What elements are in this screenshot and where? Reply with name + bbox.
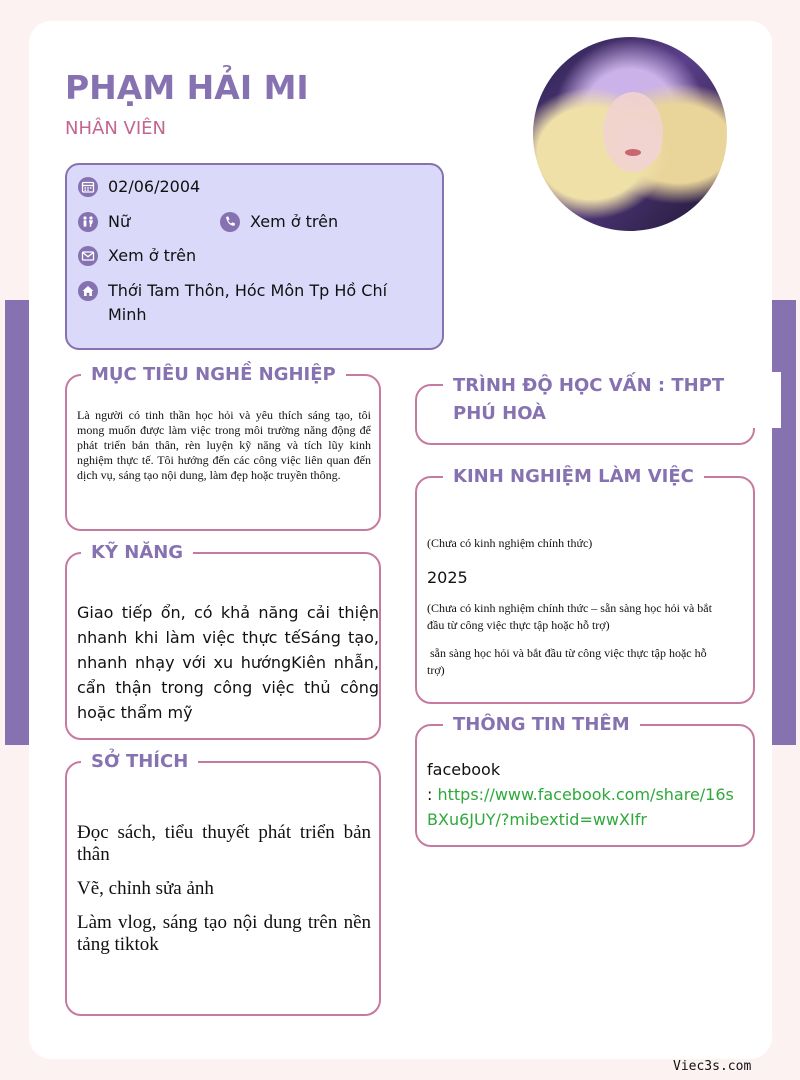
experience-detail-2: sẵn sàng học hỏi và bắt đầu từ công việc thực tập hoặc hỗ trợ)	[427, 646, 710, 677]
right-side-band	[772, 300, 796, 745]
email-value: Xem ở trên	[108, 246, 197, 265]
birthdate-row	[78, 175, 200, 199]
left-side-band	[5, 300, 29, 745]
hobbies-card	[65, 751, 381, 1016]
facebook-block	[427, 757, 737, 832]
hobby-item: Vẽ, chỉnh sửa ảnh	[77, 878, 214, 899]
education-title: TRÌNH ĐỘ HỌC VẤN : THPT PHÚ HOÀ	[443, 372, 781, 428]
avatar-face	[603, 92, 663, 172]
experience-year: 2025	[427, 568, 468, 587]
experience-note: (Chưa có kinh nghiệm chính thức)	[427, 536, 593, 550]
experience-card	[415, 466, 755, 704]
extra-info-title: THÔNG TIN THÊM	[443, 712, 640, 738]
skills-text: Giao tiếp ổn, có khả năng cải thiện nhanh khi làm việc thực tếSáng tạo, nhanh nhạy với xu hướngKiên nhẫn, cẩn thận trong công việc thủ công hoặc thẩm mỹ	[77, 603, 379, 722]
education-card	[415, 375, 755, 445]
phone-icon	[220, 212, 240, 232]
experience-detail: (Chưa có kinh nghiệm chính thức – sẵn sàng học hỏi và bắt đầu từ công việc thực tập hoặc hỗ trợ)	[427, 601, 712, 632]
mail-icon	[78, 246, 98, 266]
contact-info-box	[65, 163, 444, 350]
facebook-label: facebook	[427, 760, 501, 779]
objective-card	[65, 364, 381, 531]
objective-title: MỤC TIÊU NGHỀ NGHIỆP	[81, 362, 346, 388]
hobby-item: Đọc sách, tiểu thuyết phát triển bản thân	[77, 822, 371, 865]
avatar-lips	[625, 149, 641, 156]
home-icon	[78, 281, 98, 301]
email-row	[78, 244, 196, 268]
gender-row	[78, 210, 130, 234]
skills-card	[65, 542, 381, 740]
address-value: Thới Tam Thôn, Hóc Môn Tp Hồ Chí Minh	[108, 281, 388, 324]
facebook-prefix: :	[427, 785, 438, 804]
birthdate-value: 02/06/2004	[108, 177, 201, 196]
skills-title: KỸ NĂNG	[81, 540, 193, 566]
experience-title: KINH NGHIỆM LÀM VIỆC	[443, 464, 704, 490]
phone-row	[220, 210, 338, 234]
extra-info-card	[415, 714, 755, 847]
hobby-item: Làm vlog, sáng tạo nội dung trên nền tảng tiktok	[77, 912, 371, 955]
watermark: Viec3s.com	[673, 1059, 752, 1074]
calendar-icon	[78, 177, 98, 197]
objective-text: Là người có tinh thần học hỏi và yêu thích sáng tạo, tôi mong muốn được làm việc trong môi trường năng động để phát triển bản thân, rèn luyện kỹ năng và tích lũy kinh nghiệm thực tế. Tôi hướng đến các công việc liên quan đến dịch vụ, sáng tạo nội dung, làm đẹp hoặc truyền thông.	[77, 408, 371, 482]
facebook-link[interactable]: https://www.facebook.com/share/16sBXu6JUY/?mibextid=wwXIfr	[427, 785, 734, 829]
gender-value: Nữ	[108, 212, 131, 231]
candidate-name: PHẠM HẢI MI	[65, 68, 309, 107]
phone-value: Xem ở trên	[250, 212, 339, 231]
avatar	[533, 37, 727, 231]
address-row	[78, 279, 398, 327]
hobbies-title: SỞ THÍCH	[81, 749, 198, 775]
gender-icon	[78, 212, 98, 232]
candidate-position: NHÂN VIÊN	[65, 118, 166, 139]
